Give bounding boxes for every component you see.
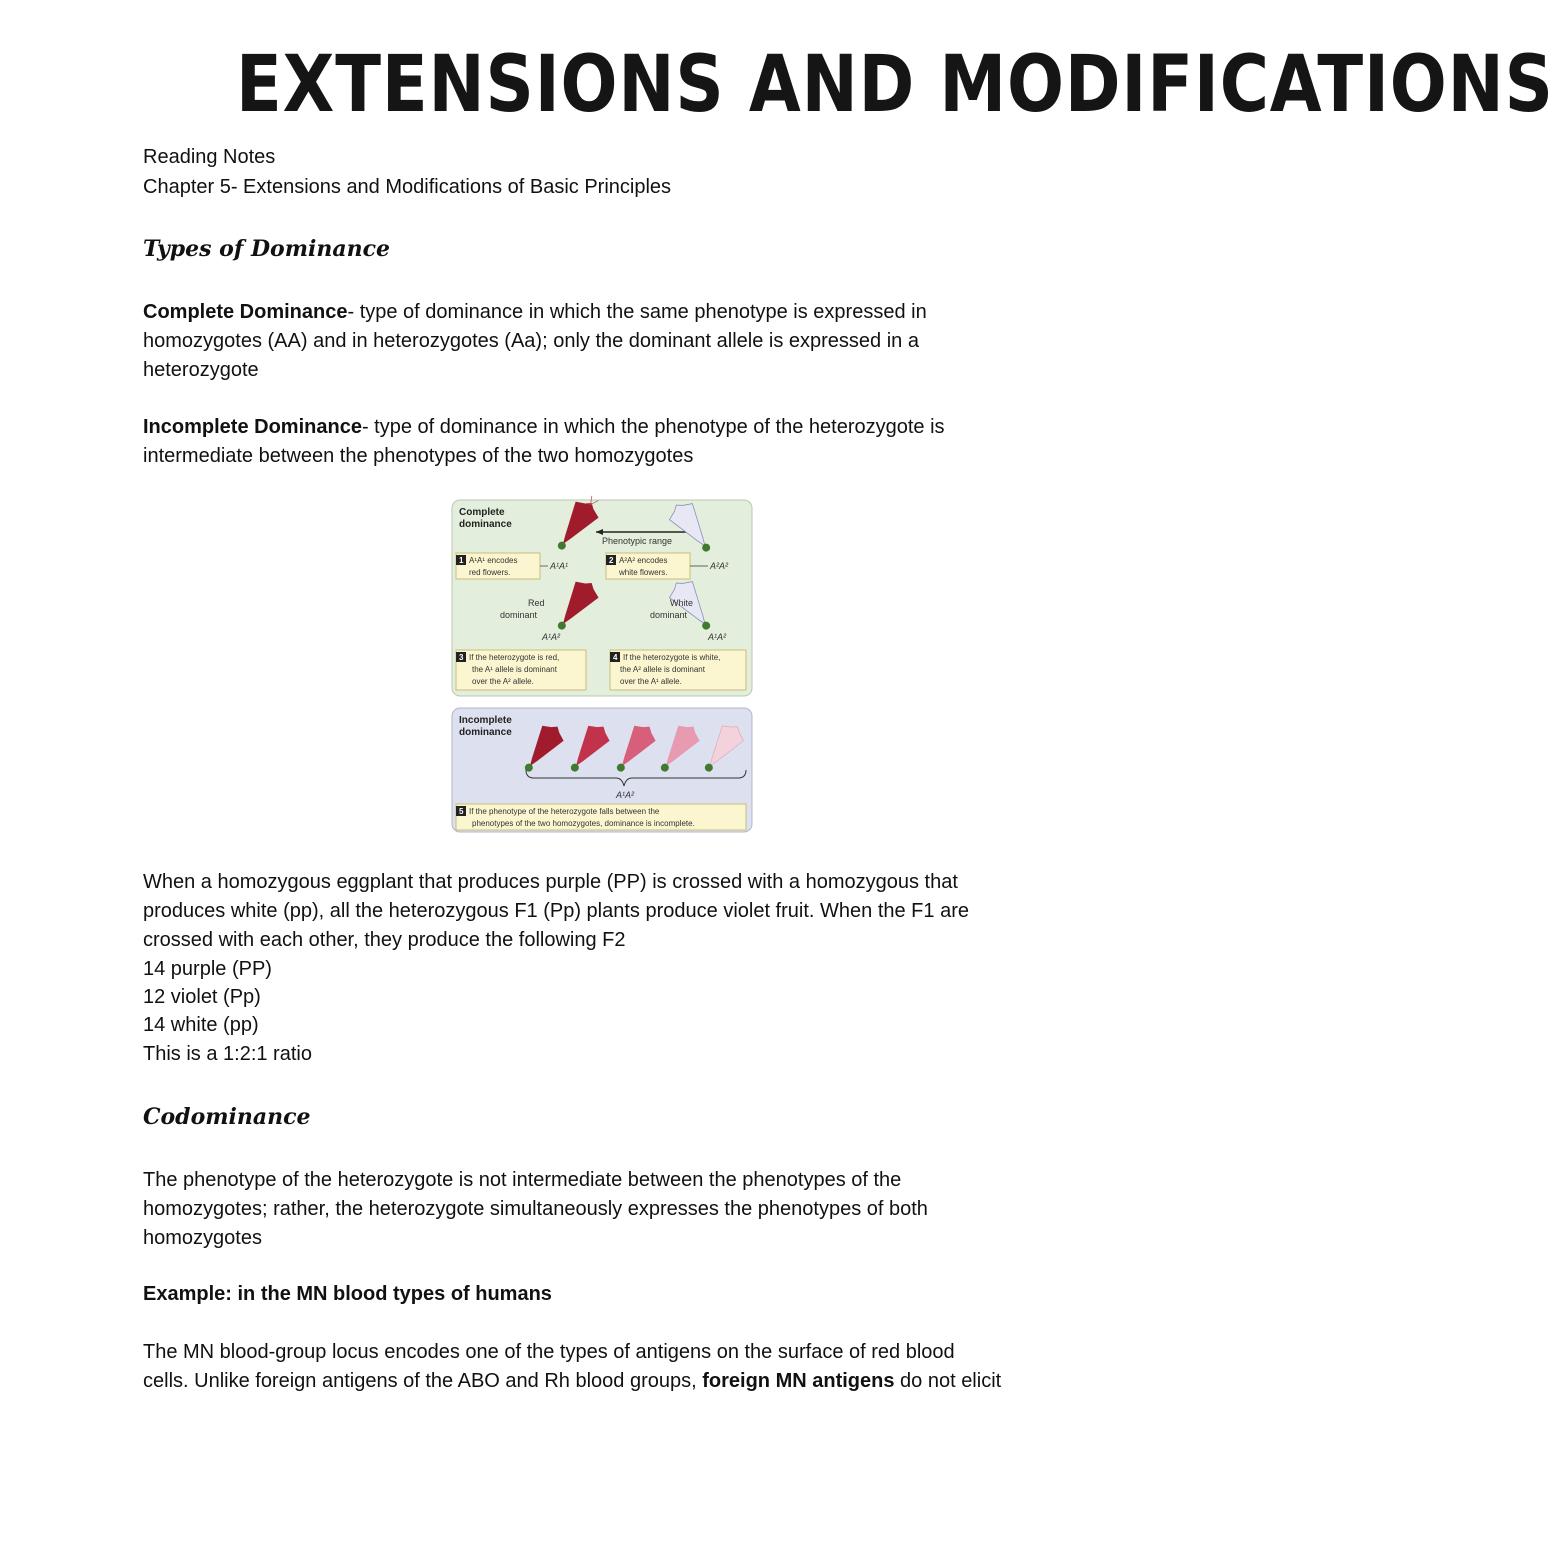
red-dominant-label-1: Red [528, 598, 545, 608]
complete-dominance-line-2: homozygotes (AA) and in heterozygotes (Aa); only the dominant allele is expressed in a [143, 330, 919, 352]
codominance-line-2: homozygotes; rather, the heterozygote simultaneously expresses the phenotypes of both [143, 1198, 928, 1220]
mn-line-2-end: do not elicit [894, 1370, 1002, 1392]
box-4-number: 4 [613, 653, 618, 662]
red-dominant-label-2: dominant [500, 610, 538, 620]
box-4-line-2: the A² allele is dominant [620, 665, 705, 674]
genotype-a2a2: A²A² [710, 561, 728, 571]
genotype-a1a1: A¹A¹ [550, 561, 568, 571]
genotype-het-left: A¹A² [542, 632, 560, 642]
codominance-heading: Codominance [143, 1104, 311, 1130]
incomplete-dominance-term: Incomplete Dominance [143, 416, 362, 438]
box-5-line-2: phenotypes of the two homozygotes, dominance is incomplete. [472, 819, 695, 828]
complete-dominance-line-1 [143, 298, 927, 326]
phenotypic-range-label: Phenotypic range [602, 536, 673, 546]
incomplete-label-1: Incomplete [459, 715, 512, 726]
incomplete-label-2: dominance [459, 727, 512, 738]
box-1-number: 1 [459, 556, 464, 565]
f2-purple: 14 purple (PP) [143, 958, 272, 980]
box-1-line-2: red flowers. [469, 568, 511, 577]
reading-notes-label: Reading Notes [143, 146, 276, 168]
incomplete-dominance-line-2: intermediate between the phenotypes of the two homozygotes [143, 445, 694, 467]
page-title: EXTENSIONS AND MODIFICATIONS [236, 40, 1554, 130]
white-dominant-label-2: dominant [650, 610, 688, 620]
complete-dominance-line-3: heterozygote [143, 359, 259, 381]
complete-dominance-term: Complete Dominance [143, 301, 348, 323]
codominance-line-3: homozygotes [143, 1227, 262, 1249]
mn-line-2 [143, 1367, 1001, 1395]
eggplant-line-2: produces white (pp), all the heterozygous F1 (Pp) plants produce violet fruit. When the F1 are [143, 900, 969, 922]
chapter-title: Chapter 5- Extensions and Modifications of Basic Principles [143, 176, 672, 198]
ratio-line: This is a 1:2:1 ratio [143, 1043, 312, 1065]
example-line [143, 1280, 552, 1308]
genotype-incomplete: A¹A² [616, 790, 634, 800]
box-3-line-2: the A¹ allele is dominant [472, 665, 557, 674]
eggplant-line-3: crossed with each other, they produce the following F2 [143, 929, 626, 951]
complete-label-2: dominance [459, 519, 512, 530]
white-dominant-label-1: White [670, 598, 694, 608]
box-2-line-1: A²A² encodes [619, 556, 668, 565]
eggplant-line-1: When a homozygous eggplant that produces purple (PP) is crossed with a homozygous that [143, 871, 958, 893]
box-3-line-3: over the A² allele. [472, 677, 534, 686]
complete-label-1: Complete [459, 507, 505, 518]
incomplete-dominance-line-1 [143, 413, 945, 441]
mn-line-1: The MN blood-group locus encodes one of the types of antigens on the surface of red blood [143, 1341, 955, 1363]
f2-violet: 12 violet (Pp) [143, 986, 261, 1008]
box-4-line-3: over the A¹ allele. [620, 677, 682, 686]
box-2-line-2: white flowers. [619, 568, 668, 577]
box-3-line-1: If the heterozygote is red, [469, 653, 560, 662]
box-5-number: 5 [459, 807, 464, 816]
codominance-line-1: The phenotype of the heterozygote is not intermediate between the phenotypes of the [143, 1169, 902, 1191]
types-of-dominance-heading: Types of Dominance [143, 236, 390, 262]
foreign-mn-antigens-term: foreign MN antigens [702, 1370, 895, 1392]
box-3-number: 3 [459, 653, 464, 662]
box-4-line-1: If the heterozygote is white, [623, 653, 721, 662]
genotype-het-right: A¹A² [708, 632, 726, 642]
f2-white: 14 white (pp) [143, 1014, 259, 1036]
incomplete-dominance-def: - type of dominance in which the phenotype of the heterozygote is [361, 416, 945, 438]
box-2-number: 2 [609, 556, 614, 565]
example-text: Example: in the MN blood types of humans [143, 1283, 552, 1305]
mn-line-2-start: cells. Unlike foreign antigens of the ABO and Rh blood groups, [143, 1370, 703, 1392]
box-5-line-1: If the phenotype of the heterozygote falls between the [469, 807, 660, 816]
box-1-line-1: A¹A¹ encodes [469, 556, 518, 565]
dominance-figure [450, 498, 754, 836]
complete-dominance-def: - type of dominance in which the same phenotype is expressed in [347, 301, 927, 323]
